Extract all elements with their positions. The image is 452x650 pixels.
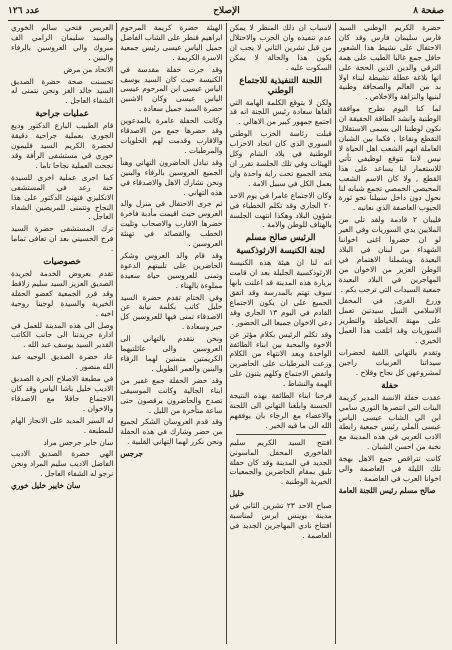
- paragraph: تحسنت صحة حضرة الصديق السيد خالد الغز ونحن نتمنى له الشفاء العاجل .: [11, 76, 114, 106]
- paragraph: وقد حضر الحفلة جمع غفير من ابناء الجالية وكانت الموسيقى تصدح والحاضرون يرقصون حتى ساعة متأخرة من الليل .: [120, 375, 223, 415]
- header-rule: [8, 20, 444, 21]
- section-heading: حفلة: [381, 380, 399, 391]
- column-2: [226, 23, 335, 644]
- paragraph: وقد جرت حفلة مقدسة في الكنيسة حيث كان السيد يوسف الياس عيسى ابن المرحوم عيسى الياس عيسى وكان الاشبين حضرة السيد جميل سعادة .: [120, 64, 223, 114]
- paragraph: وكان الاجتماع عامرا في يوم الاحد ٢٠ الجاري وقد تكلم الخطباء في شؤون البلاد وهكذا انتهت الجلسة بالهتاف للوطن والامة .: [229, 190, 332, 230]
- paragraph: تقدم بعروض الخدمة لجريدة الصديق العزيز السيد سليم زلاقط وقد قرر الجمعية كعضو الحفلة الخيرية والسيدة لوجينا روحية اخيه .: [11, 269, 114, 318]
- paragraph: الهي حضرة الصديق الاديب الفاضل الاديب سليم المراد ونحن نرجو له الشفاء العاجل .: [11, 449, 114, 479]
- section-heading: الرئيس صالح مسلم: [245, 233, 316, 244]
- paragraph: قبلت رئاسة الحزب الوطني السوري الذي كان اتحاد الاحزاب الوطنية في بلاد الشام وكل الهيئات وفي تلك الجلسة تقرر ان يتحد الجميع تحت راية واحدة وان يعمل الكل في سبيل الامة .: [229, 129, 332, 188]
- signature: جرجس: [120, 449, 143, 459]
- paragraph: وفي الختام تقدم حضرة السيد خليل كاتب بكلمة نيابة عن الاصدقاء تمنى فيها للعروسين كل خير وسعادة .: [120, 292, 223, 332]
- section-heading: عمليات جراحية: [35, 109, 89, 120]
- paragraph: سان خاير جرجس مراد: [43, 437, 114, 447]
- signature: سان خايير خليل خوري: [11, 481, 81, 491]
- paragraph: عقدت حفلة الانسة المدير كريمة البنات التي انتصرها التوري سامي ابن الي الشاب عيسى الياس عيسى الملي رئيس جمعية رابطة الادب العربي في هذه المدينة مع نخبة من احسن الشبان .: [338, 392, 441, 452]
- section-heading: لجنة الكنيسة الارثوذكسية: [236, 246, 325, 257]
- paragraph: وقد تكلم الرئيس بكلام مؤثر عن الاخوة والمحبة بين ابناء الطائفة الواحدة وبعد الانتهاء من الكلام وزعت المرطبات على الحاضرين وانفض الاجتماع وكلهم يثنون على الهمة والنشاط .: [229, 329, 332, 389]
- paragraph: ولكن لا يتوقع الكلمة الهامة التي القاها سعادة رئيس اللجنة انه قد اجتمع جمهور كبير من الاهالي .: [229, 97, 332, 127]
- paragraph: ثم جرى الاحتفال في منزل والد العروس حيث اقيمت مأدبة فاخرة حضرها الاقارب والاصحاب وتليت الخطب والقصائد في تهنئة العروسين .: [120, 199, 223, 249]
- paragraph: وقد قام والد العروس وشكر الحاضرين على تلبيتهم الدعوة وتمنى للعروسين حياة سعيدة مملوءة بالهناء .: [120, 250, 223, 290]
- paragraph: الاتحاد من مرض: [63, 64, 114, 74]
- paragraph: حضرة الكريم الوطني السيد فارس سليمان فارس وقد كان الاحتفال على نشيط هذا الشعور حافل جمع غالبا الطيب على همة الترقي والدين الذين الحجة على انها بلاغة عطلة نشيطة لبناء اولا بد من العالم والصحافة وطنية لبنيها والنزاهة والاخلاص .: [338, 23, 441, 102]
- issue-number: عدد ١٢٦: [8, 6, 40, 16]
- column-4: [8, 23, 116, 644]
- paragraph: وزرع القرى, في المحفل الاسلامي النبيل سيدتين تعمل على مهنة الخياطة والتطريز السوريات وقد اتلقت هذا العمل الخيري .: [338, 296, 441, 346]
- columns: [8, 23, 444, 644]
- paragraph: ونحن نتقدم بالتهاني الى العروسين والى عائلتيهما الكريمتين متمنين لهما الرفاء والبنين والعمر الطويل .: [120, 334, 223, 373]
- paragraph: الهيئة حضرة كريمة المرحوم ابراهيم قنطر على الشاب الفاضل جميل الياس عيسى رئيس جمعية الاسرة الكريمة .: [120, 23, 223, 62]
- paragraph: فليبان ٢ قادمة ولقد تلي من الملايين يدي السوريات وفي الغير لو ان حضروا اغنى اخواننا الشهداء من لبنان في البلاد البعيدة ويشملنا الاهتمام في الوطن العزيز من الاخوان من المهاجرين في البلاد البعيدة جمعية السيدات التي ترحب بكم .: [338, 215, 441, 294]
- paragraph: لاسباب ان ذلك المنظر لا يمكن عدم تنفيذه وان الحرب والاحتلال من قبل تشرين الثاني لا يجب ان يكون هذا والحالة لا يمكن السكوت عليه .: [229, 23, 332, 72]
- paragraph: انه لنا ان هيئة هذه الكنيسة الارثوذكسية الجليلة بعد ان قامت بزيارة هذه المدينة قد اعلنت بانها سوف تهتم بالمدرسة وقد اتفق الجميع على ان يكون الاجتماع القادم في اليوم ١٣ الجاري وقد دعي الاخوان جميعا الى الحضور .: [229, 258, 332, 327]
- page-header: [8, 4, 444, 18]
- masthead-title: الإصلاح: [213, 6, 240, 16]
- paragraph: صباح الاحد ٢٣ تشرين الثاني في مدينة بوينس ايرس لمناسبة افتتاح نادي المهاجرين الجديد في العاصمة .: [229, 501, 332, 540]
- divider: [236, 434, 326, 435]
- paragraph: عاد حضرة الصديق الوجيه عبد الله منصور .: [11, 352, 114, 372]
- paragraph: كما اجرى عملية اخرى للسيدة حنة رعد في المستشفى الانكليزي فنهنئ الدكتور على هذا النجاح ونتمنى للمريضين الشفاء العاجل .: [11, 172, 114, 222]
- paragraph: ترك المستشفى حضرة السيد فرج الحسيني بعد ان تعافى تماما .: [11, 224, 114, 254]
- column-3: [116, 23, 225, 644]
- paragraph: فرحنا ابناء الطائفة بهذه النتيجة الحسنة وابلغنا التهاني الى اللجنة والاعضاء مع الرجاء بان يوفقهم الله الى ما فيه الخير .: [229, 391, 332, 430]
- paragraph: العريس فتحي سالم الخوري والسيد سليمان الرامي الف مبروك والي العروسين بالرفاء والبنين .: [11, 23, 114, 62]
- paragraph: افتتح السيد الكريم سليم الفاخوري المحفل الماسوني الجديد في المدينة وقد كان حفلة تليق بمقام الحاضرين والجمعيات الخيرية الوطنية .: [229, 437, 332, 487]
- paragraph: في مطبعة الاصلاح الحرة الصديق الاديب خليل باشا الياس وقد كان الاجتماع حافلا مع الاصدقاء والاخوان .: [11, 374, 114, 413]
- page-number: صفحة ٨: [413, 6, 444, 16]
- signature: خليل: [229, 489, 245, 499]
- paragraph: وتقدم بالتهاني اللفية لحضرات سيداتنا العربيات راجين لمشروعهن كل نجاح وفلاح .: [338, 348, 441, 377]
- paragraph: لما كنا اليوم نطرح موافقة الوطنية وانشد الطاقة الحقيقة ان نكون لوطننا الى يسمى الاستقلال التقطع ونقاعا , فكما بين الشبان العاملة انهم الشعب اهل الحياة لا نيس لاننا نتوقع لوظيفي تأتي للاستعمار لنا يساعد على هذا القطع , ولا كان الاسم الشعب المحيصي الحمصي تجمع شبابه لنا نحول دون داخل سبيلنا نحو ثورة الجيوب العاصفة الذي نعانيه .: [338, 104, 441, 213]
- column-1: [335, 23, 444, 644]
- paragraph: وقد تبادل الحاضرون التهاني وهنأ الجميع العروسين بالرفاء والبنين ونحن نشارك الاهل والاصدقاء في هذه التهاني .: [120, 157, 223, 197]
- paragraph: له السير المديد على الانجاز الهام للمطبعة .: [11, 415, 114, 435]
- paragraph: قام الطبيب البارع الدكتور وديع الجوري بعملية جراحية دقيقة لحضرة الكريم السيد فليمون خوري في مستشفى الرأفة وقد نجحت العملية نجاحا تاما .: [11, 121, 114, 170]
- signature: صالح مسلم رئيس اللجنة العامة: [338, 485, 436, 495]
- paragraph: كانت تتراقص جمع الاهل بهجة تلك الليلة في العاصمة والي اخوانا العرب في العاصمة .: [338, 454, 441, 483]
- paragraph: وصل الى هذه المدينة للعمل في ادارة جريدتنا الى جانب الكاتب القدير السيد يوسف عبد الله .: [11, 320, 114, 350]
- section-heading: اللجنة التنفيذية للاجتماع الوطني: [239, 75, 322, 96]
- section-heading: خصوصيات: [43, 257, 81, 268]
- paragraph: وقد قدم العروسان الشكر لجميع من حضر وشارك في هذه الحفلة ونحن نكرر لهما التهاني القلبية .: [120, 417, 223, 447]
- paragraph: وكانت الحفلة عامرة بالمدعوين وقد حضرها جمع من الاصدقاء والاقارب وقدمت لهم الحلويات والمرطبات .: [120, 116, 223, 155]
